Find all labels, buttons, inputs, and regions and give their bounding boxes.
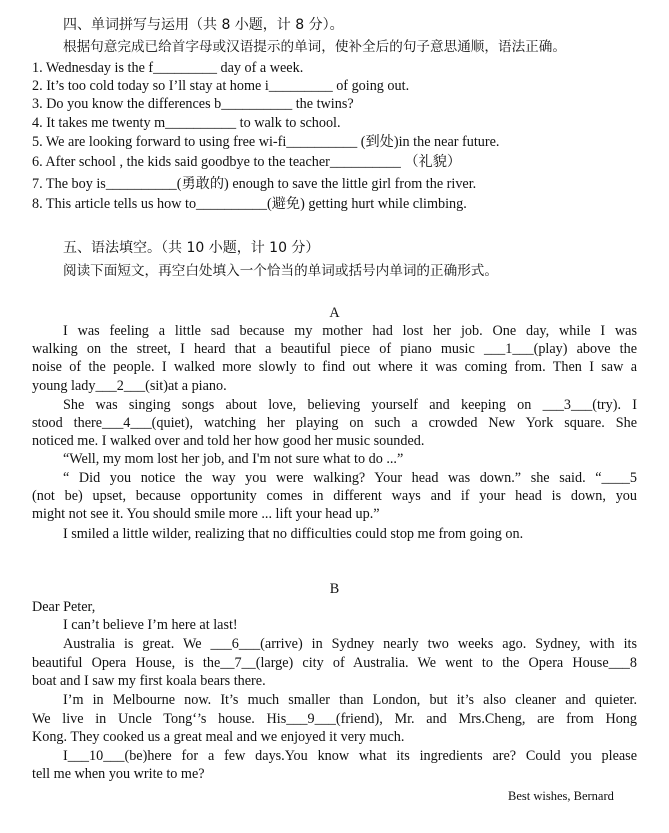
- passage-a-line: walking on the street, I heard that a beautiful piece of piano music ___1___(play) above the: [32, 341, 637, 357]
- passage-b-line: boat and I saw my first koala bears there.: [32, 673, 266, 689]
- passage-a-line: stood there___4___(quiet), watching her playing on such a crowded New York square. She: [32, 415, 637, 431]
- passage-b-line: We live in Uncle Tong‘’s house. His___9___(friend), Mr. and Mrs.Cheng, are from Hong: [32, 711, 637, 727]
- passage-a-line: might not see it. You should smile more ... lift your head up.”: [32, 506, 380, 522]
- passage-b-label: B: [329, 581, 340, 597]
- passage-a-line: noise of the people. I walked more slowly to find out where it was coming from. Then I saw a: [32, 359, 637, 375]
- question-1: 1. Wednesday is the f_________ day of a week.: [32, 60, 304, 76]
- question-8: 8. This article tells us how to__________(避免) getting hurt while climbing.: [32, 196, 467, 212]
- section5-title: 五、语法填空。（共 10 小题，计 10 分）: [63, 240, 320, 256]
- question-6: 6. After school , the kids said goodbye to the teacher__________ （礼貌）: [32, 154, 462, 170]
- passage-b-line: Australia is great. We ___6___(arrive) in Sydney nearly two weeks ago. Sydney, with its: [63, 636, 637, 652]
- question-5: 5. We are looking forward to using free wi-fi__________ (到处)in the near future.: [32, 134, 500, 150]
- passage-b-line: I___10___(be)here for a few days.You know what its ingredients are? Could you please: [63, 748, 637, 764]
- passage-a-line: young lady___2___(sit)at a piano.: [32, 378, 227, 394]
- passage-a-line: “ Did you notice the way you were walking? Your head was down.” she said. “____5: [63, 470, 637, 486]
- passage-a-line: I smiled a little wilder, realizing that no difficulties could stop me from going on.: [63, 526, 524, 542]
- passage-a-line: She was singing songs about love, believing yourself and keeping on ___3___(try). I: [63, 397, 637, 413]
- passage-a-line: noticed me. I walked over and told her how good her music sounded.: [32, 433, 425, 449]
- passage-a-line: I was feeling a little sad because my mother had lost her job. One day, while I was: [63, 323, 637, 339]
- passage-b-line: tell me when you write to me?: [32, 766, 205, 782]
- question-7: 7. The boy is__________(勇敢的) enough to save the little girl from the river.: [32, 176, 477, 192]
- section4-instruction: 根据句意完成已给首字母或汉语提示的单词，使补全后的句子意思通顺，语法正确。: [63, 39, 566, 55]
- passage-b-line: beautiful Opera House, is the__7__(large) city of Australia. We went to the Opera House___8: [32, 655, 637, 671]
- letter-salutation: Dear Peter,: [32, 599, 96, 615]
- passage-a-label: A: [329, 305, 340, 321]
- section5-instruction: 阅读下面短文，再空白处填入一个恰当的单词或括号内单词的正确形式。: [63, 263, 498, 279]
- passage-a-line: “Well, my mom lost her job, and I'm not sure what to do ...”: [63, 451, 404, 467]
- question-4: 4. It takes me twenty m__________ to walk to school.: [32, 115, 341, 131]
- passage-a-line: (not be) upset, because opportunity comes in different ways and if your head is down, you: [32, 488, 637, 504]
- passage-b-line: Kong. They cooked us a great meal and we enjoyed it very much.: [32, 729, 405, 745]
- passage-b-line: I’m in Melbourne now. It’s much smaller than London, but it’s also cleaner and quieter.: [63, 692, 637, 708]
- section4-title: 四、单词拼写与运用（共 8 小题，计 8 分）。: [63, 17, 344, 33]
- letter-signature: Best wishes, Bernard: [508, 789, 614, 803]
- question-2: 2. It’s too cold today so I’ll stay at home i_________ of going out.: [32, 78, 410, 94]
- passage-b-line: I can’t believe I’m here at last!: [63, 617, 238, 633]
- question-3: 3. Do you know the differences b__________ the twins?: [32, 96, 354, 112]
